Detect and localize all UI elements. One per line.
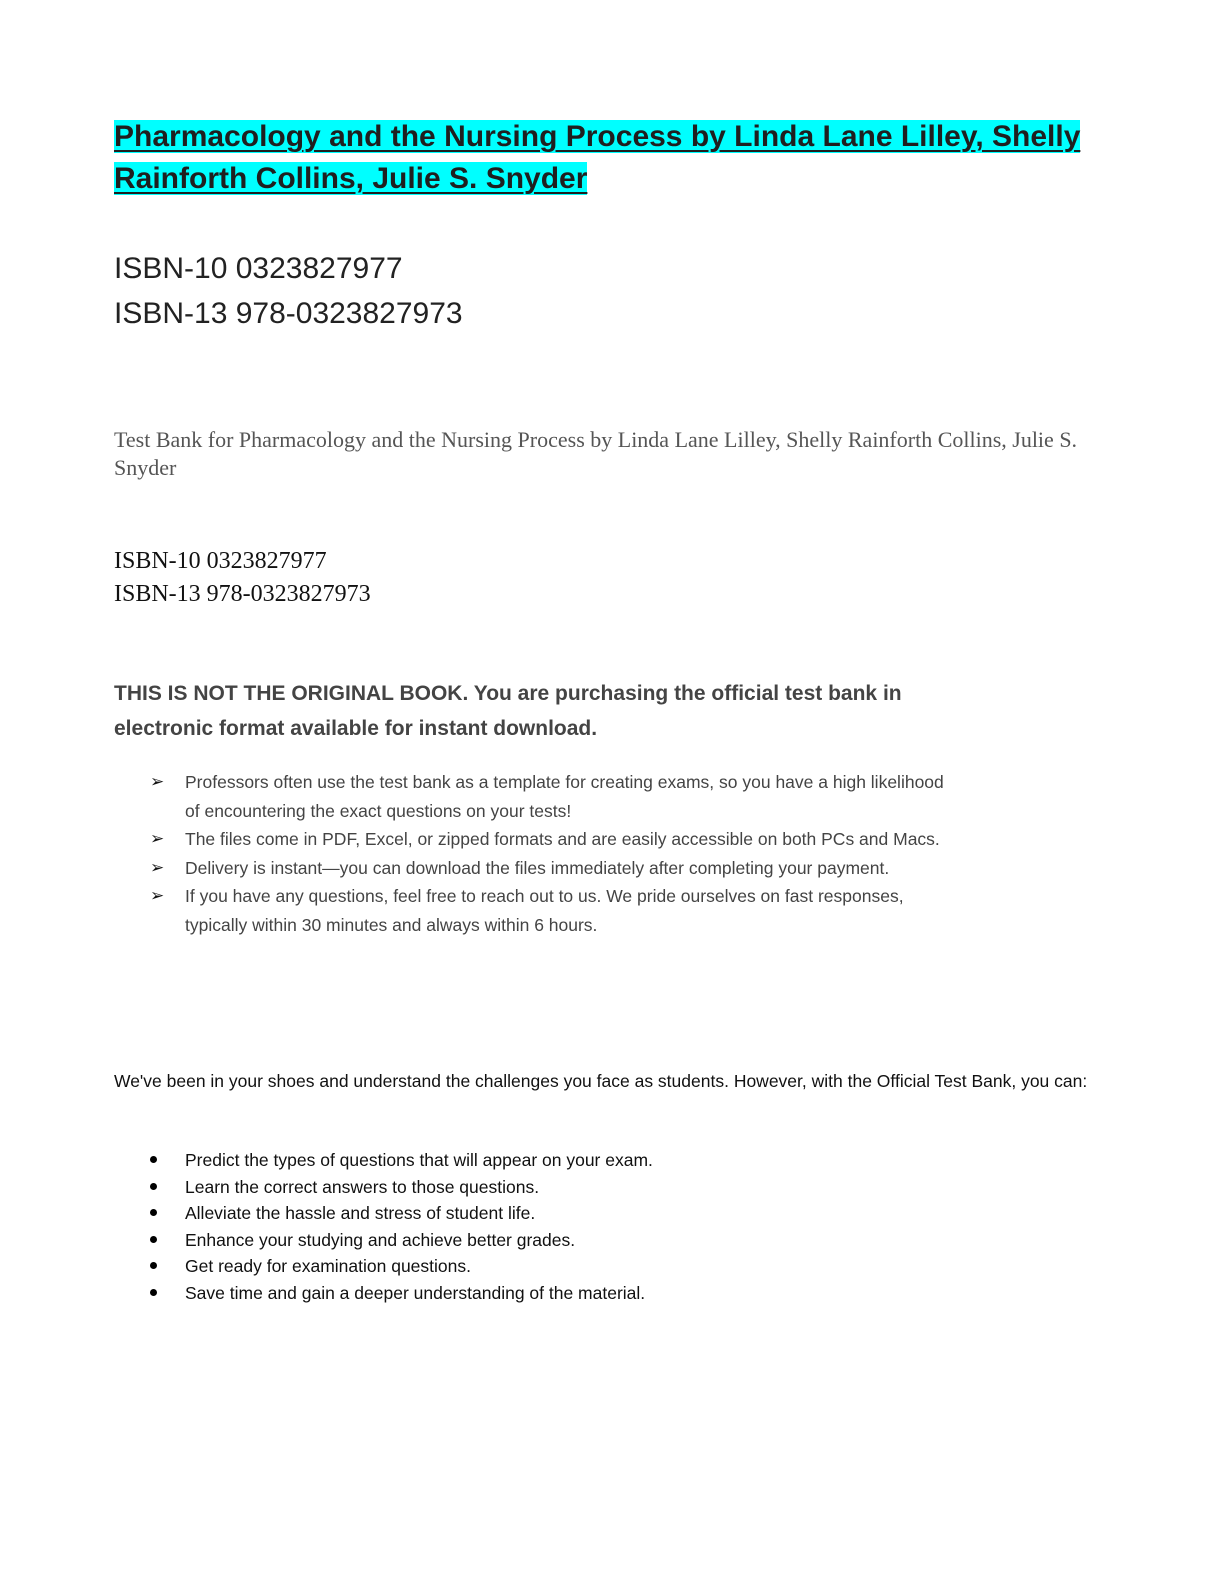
subtitle: Test Bank for Pharmacology and the Nursing Process by Linda Lane Lilley, Shelly Rainforth Collins, Julie S. Snyder bbox=[114, 427, 1078, 480]
isbn13-large: ISBN-13 978-0323827973 bbox=[114, 297, 463, 330]
list-item bbox=[150, 882, 950, 939]
list-item-text: Professors often use the test bank as a template for creating exams, so you have a high likelihood of encountering the exact questions on your tests! bbox=[185, 772, 944, 821]
list-item-text: The files come in PDF, Excel, or zipped formats and are easily accessible on both PCs and Macs. bbox=[185, 829, 940, 849]
list-item-text: Predict the types of questions that will appear on your exam. bbox=[185, 1150, 653, 1170]
list-item-text: Learn the correct answers to those questions. bbox=[185, 1176, 540, 1197]
intro-paragraph: We've been in your shoes and understand the challenges you face as students. However, with the Official Test Bank, you can: bbox=[114, 1071, 1088, 1091]
list-item bbox=[150, 1227, 950, 1254]
round-bullet-icon bbox=[150, 1209, 157, 1216]
isbn-block-serif bbox=[114, 545, 371, 611]
isbn13-serif: ISBN-13 978-0323827973 bbox=[114, 581, 371, 607]
arrowhead-bullet-icon: ➢ bbox=[150, 772, 165, 791]
arrowhead-bullet-icon: ➢ bbox=[150, 857, 165, 877]
list-item-text: Get ready for examination questions. bbox=[185, 1256, 471, 1277]
arrowhead-bullet-icon: ➢ bbox=[150, 886, 165, 905]
round-bullet-icon bbox=[150, 1183, 157, 1190]
list-item bbox=[150, 825, 950, 854]
arrowhead-bullet-icon: ➢ bbox=[150, 829, 165, 848]
list-item bbox=[150, 1174, 950, 1201]
feature-list bbox=[150, 768, 950, 939]
round-bullet-icon bbox=[150, 1236, 157, 1243]
list-item-text: Save time and gain a deeper understanding of the material. bbox=[185, 1282, 646, 1303]
round-bullet-icon bbox=[150, 1156, 157, 1163]
isbn10-large: ISBN-10 0323827977 bbox=[114, 252, 403, 285]
list-item bbox=[150, 1253, 950, 1280]
list-item-text: If you have any questions, feel free to reach out to us. We pride ourselves on fast responses, typically within 30 minutes and always within 6 hours. bbox=[185, 886, 904, 935]
list-item bbox=[150, 1200, 950, 1227]
notice-text: THIS IS NOT THE ORIGINAL BOOK. You are purchasing the official test bank in electronic format available for instant download. bbox=[114, 682, 902, 740]
benefit-list bbox=[150, 1147, 950, 1307]
title-link[interactable]: Pharmacology and the Nursing Process by Linda Lane Lilley, Shelly Rainforth Collins, Julie S. Snyder bbox=[114, 120, 1081, 195]
isbn-block-large bbox=[114, 246, 463, 336]
round-bullet-icon bbox=[150, 1289, 157, 1296]
round-bullet-icon bbox=[150, 1262, 157, 1269]
list-item bbox=[150, 854, 950, 883]
document-title bbox=[114, 116, 1104, 200]
isbn10-serif: ISBN-10 0323827977 bbox=[114, 548, 327, 574]
list-item-text: Delivery is instant—you can download the files immediately after completing your payment. bbox=[185, 857, 890, 878]
list-item bbox=[150, 1280, 950, 1307]
list-item bbox=[150, 768, 950, 825]
list-item bbox=[150, 1147, 950, 1174]
list-item-text: Enhance your studying and achieve better grades. bbox=[185, 1229, 576, 1250]
list-item-text: Alleviate the hassle and stress of student life. bbox=[185, 1203, 536, 1224]
